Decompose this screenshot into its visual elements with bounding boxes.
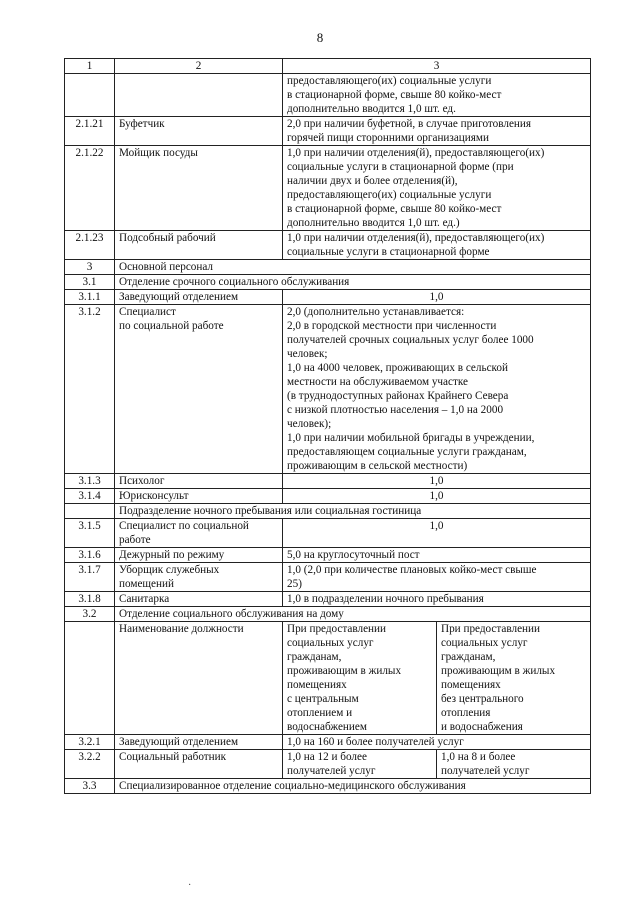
staff-norm: 2,0 при наличии буфетной, в случае приготовления горячей пищи сторонними организациями	[283, 117, 591, 146]
staff-norm: 1,0	[283, 519, 591, 548]
row-number: 3.1.5	[65, 519, 115, 548]
section-title: Отделение срочного социального обслуживания	[115, 275, 591, 290]
position-name: Мойщик посуды	[115, 146, 283, 231]
norm-central-heating: 1,0 на 12 и более получателей услуг	[283, 750, 437, 779]
norm-central-heating-header: При предоставлении социальных услуг гражданам, проживающим в жилых помещениях с центральным отоплением и водоснабжением	[283, 622, 437, 735]
row-number: 3.3	[65, 779, 115, 794]
header-col-2: 2	[115, 59, 283, 74]
section-title: Специализированное отделение социально-медицинского обслуживания	[115, 779, 591, 794]
position-name: Социальный работник	[115, 750, 283, 779]
row-number	[65, 504, 115, 519]
position-name: Юрисконсульт	[115, 489, 283, 504]
header-col-3: 3	[283, 59, 591, 74]
table-row	[65, 231, 591, 260]
position-name: Специалист по социальной работе	[115, 519, 283, 548]
table-header-row	[65, 59, 591, 74]
row-number: 3.2.2	[65, 750, 115, 779]
position-name: Дежурный по режиму	[115, 548, 283, 563]
row-number: 3.1.4	[65, 489, 115, 504]
position-name: Подсобный рабочий	[115, 231, 283, 260]
subheader-row	[65, 622, 591, 735]
scan-speck: ·	[188, 880, 192, 891]
table-row	[65, 563, 591, 592]
staff-norm: 1,0	[283, 474, 591, 489]
row-number: 3.2	[65, 607, 115, 622]
section-row	[65, 260, 591, 275]
row-number: 3.1.7	[65, 563, 115, 592]
staff-norm: предоставляющего(их) социальные услуги в стационарной форме, свыше 80 койко-мест дополнительно вводится 1,0 шт. ед.	[283, 74, 591, 117]
norm-no-central-heating-header: При предоставлении социальных услуг гражданам, проживающим в жилых помещениях без центрального отопления и водоснабжения	[437, 622, 591, 735]
section-row	[65, 504, 591, 519]
position-name: Санитарка	[115, 592, 283, 607]
row-number	[65, 622, 115, 735]
row-number: 2.1.22	[65, 146, 115, 231]
table-row	[65, 117, 591, 146]
row-number: 3.1.3	[65, 474, 115, 489]
table-row	[65, 146, 591, 231]
position-name: Буфетчик	[115, 117, 283, 146]
position-name: Заведующий отделением	[115, 290, 283, 305]
section-title: Подразделение ночного пребывания или социальная гостиница	[115, 504, 591, 519]
position-name: Специалист по социальной работе	[115, 305, 283, 474]
row-number: 3.1.2	[65, 305, 115, 474]
staff-norm: 1,0 в подразделении ночного пребывания	[283, 592, 591, 607]
row-number: 2.1.21	[65, 117, 115, 146]
row-number: 3.1	[65, 275, 115, 290]
staff-norm: 1,0	[283, 290, 591, 305]
staff-norm: 1,0	[283, 489, 591, 504]
table-row	[65, 290, 591, 305]
staff-norm: 2,0 (дополнительно устанавливается: 2,0 в городской местности при численности получателей срочных социальных услуг более 1000 человек; 1,0 на 4000 человек, проживающих в сельской местности на обслуживаемом участке (в труднодоступных районах Крайнего Севера с низкой плотностью населения – 1,0 на 2000 человек); 1,0 при наличии мобильной бригады в учреждении, предоставляющем социальные услуги гражданам, проживающим в сельской местности)	[283, 305, 591, 474]
section-title: Отделение социального обслуживания на дому	[115, 607, 591, 622]
row-number: 3.2.1	[65, 735, 115, 750]
header-col-1: 1	[65, 59, 115, 74]
norm-no-central-heating: 1,0 на 8 и более получателей услуг	[437, 750, 591, 779]
position-name: Уборщик служебных помещений	[115, 563, 283, 592]
staff-norm: 1,0 (2,0 при количестве плановых койко-мест свыше 25)	[283, 563, 591, 592]
section-row	[65, 779, 591, 794]
page-number: 8	[316, 30, 324, 45]
staff-norm: 1,0 на 160 и более получателей услуг	[283, 735, 591, 750]
table-row	[65, 750, 591, 779]
staffing-table	[64, 58, 591, 794]
position-name	[115, 74, 283, 117]
section-row	[65, 275, 591, 290]
table-row	[65, 735, 591, 750]
table-row	[65, 474, 591, 489]
section-row	[65, 607, 591, 622]
position-name: Наименование должности	[115, 622, 283, 735]
staff-norm: 1,0 при наличии отделения(й), предоставляющего(их) социальные услуги в стационарной форме (при наличии двух и более отделения(й), предоставляющего(их) социальные услуги в стационарной форме, свыше 80 койко-мест дополнительно вводится 1,0 шт. ед.)	[283, 146, 591, 231]
row-number: 3	[65, 260, 115, 275]
position-name: Психолог	[115, 474, 283, 489]
staff-norm: 5,0 на круглосуточный пост	[283, 548, 591, 563]
table-row	[65, 519, 591, 548]
row-number	[65, 74, 115, 117]
table-row	[65, 305, 591, 474]
section-title: Основной персонал	[115, 260, 591, 275]
row-number: 3.1.1	[65, 290, 115, 305]
table-row	[65, 592, 591, 607]
table-row	[65, 548, 591, 563]
table-row	[65, 489, 591, 504]
row-number: 2.1.23	[65, 231, 115, 260]
table-row	[65, 74, 591, 117]
position-name: Заведующий отделением	[115, 735, 283, 750]
staff-norm: 1,0 при наличии отделения(й), предоставляющего(их) социальные услуги в стационарной форме	[283, 231, 591, 260]
row-number: 3.1.8	[65, 592, 115, 607]
row-number: 3.1.6	[65, 548, 115, 563]
